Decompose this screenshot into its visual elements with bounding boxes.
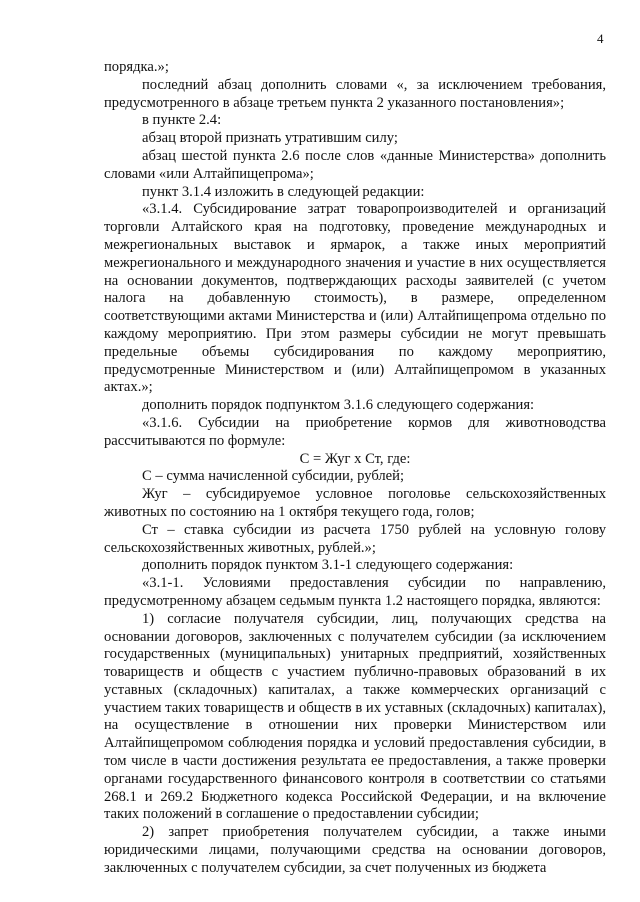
paragraph-formula-zhug: Жуг – субсидируемое условное поголовье сельскохозяйственных животных по состоянию на 1 октября текущего года, голов;	[104, 486, 606, 520]
formula-line: С = Жуг х Ст, где:	[299, 450, 411, 467]
paragraph-abzats-sixth: абзац шестой пункта 2.6 после слов «данные Министерства» дополнить словами «или Алтайпищепрома»;	[104, 147, 606, 182]
paragraph-subpoint-3-1-6-intro: дополнить порядок подпунктом 3.1.6 следующего содержания:	[142, 397, 535, 414]
paragraph-subpoint-3-1-6: «3.1.6. Субсидии на приобретение кормов для животноводства рассчитываются по формуле:	[104, 414, 606, 449]
paragraph-last-abzats: последний абзац дополнить словами «, за исключением требования, предусмотренного в абзаце третьем пункта 2 указанного постановления»;	[104, 76, 606, 111]
paragraph-point-3-1-1-intro: дополнить порядок пунктом 3.1-1 следующего содержания:	[142, 557, 514, 574]
page-number: 4	[597, 31, 604, 46]
paragraph-point-3-1-4-intro: пункт 3.1.4 изложить в следующей редакции:	[142, 183, 425, 200]
paragraph-point-3-1-4: «3.1.4. Субсидирование затрат товаропроизводителей и организаций торговли Алтайского края на подготовку, проведение международных и межрегиональных выставок и ярмарок, а также иных мероприятий межрегионального и международного значения и участие в них осуществляется на основании документов, подтверждающих расходы заявителей (с учетом налога на добавленную стоимость), в размере, определенном соответствующими актами Министерства и (или) Алтайпищепрома отдельно по каждому мероприятию. При этом размеры субсидии не могут превышать предельные объемы субсидирования по каждому мероприятию, предусмотренные Министерством и (или) Алтайпищепромом в указанных актах.»;	[104, 201, 606, 396]
paragraph-abzats-second: абзац второй признать утратившим силу;	[142, 130, 398, 147]
paragraph-formula-c: С – сумма начисленной субсидии, рублей;	[142, 468, 405, 485]
paragraph-formula-st: Ст – ставка субсидии из расчета 1750 рублей на условную голову сельскохозяйственных животных, рублей.»;	[104, 521, 606, 556]
paragraph-point-3-1-1: «3.1-1. Условиями предоставления субсидии по направлению, предусмотренному абзацем седьмым пункта 1.2 настоящего порядка, являются:	[104, 575, 606, 609]
paragraph-point-2-4: в пункте 2.4:	[142, 112, 222, 129]
paragraph-condition-2: 2) запрет приобретения получателем субсидии, а также иными юридическими лицами, получающими средства на основании договоров, заключенных с получателем субсидии, за счет полученных из бюджета	[104, 824, 606, 876]
paragraph-condition-1: 1) согласие получателя субсидии, лиц, получающих средства на основании договоров, заключенных с получателем субсидии (за исключением государственных (муниципальных) унитарных предприятий, хозяйственных товариществ и обществ с участием публично-правовых образований в их уставных (складочных) капиталах, а также коммерческих организаций с участием таких товариществ и обществ в их уставных (складочных) капиталах), на осуществление в отношении них проверки Министерством или Алтайпищепромом соблюдения порядка и условий предоставления субсидии, в том числе в части достижения результата ее предоставления, а также проверки органами государственного финансового контроля в соответствии со статьями 268.1 и 269.2 Бюджетного кодекса Российской Федерации, и на включение таких положений в соглашение о предоставлении субсидии;	[104, 610, 606, 823]
paragraph-continuation: порядка.»;	[104, 59, 169, 75]
document-body	[104, 59, 606, 878]
